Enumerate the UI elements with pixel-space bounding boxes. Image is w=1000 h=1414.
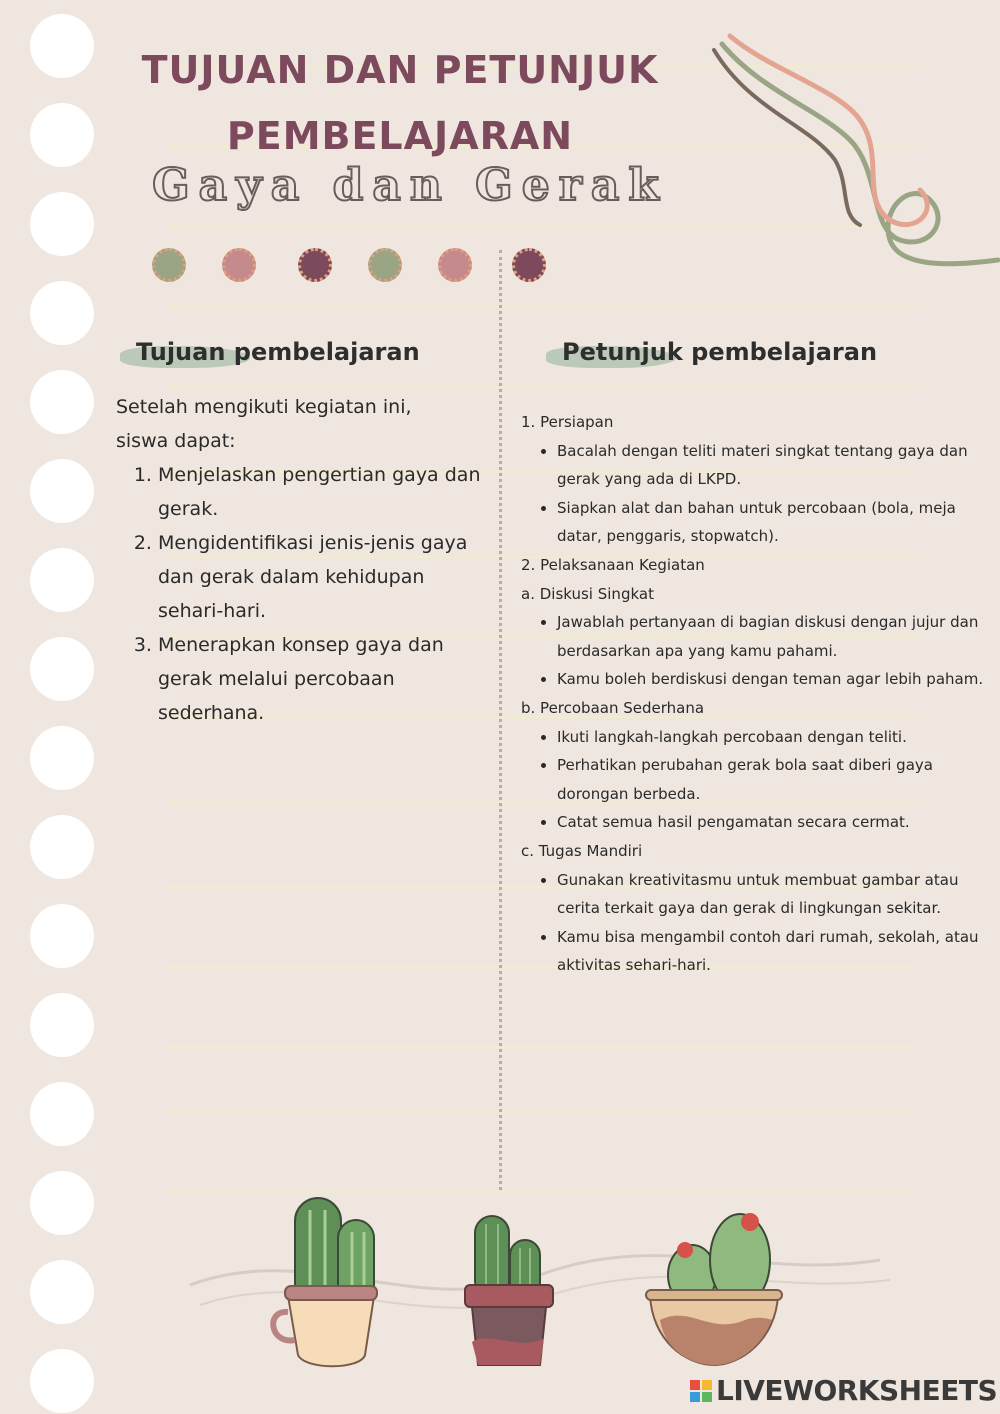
- brand-name: LIVEWORKSHEETS: [716, 1374, 998, 1407]
- list-item: 1. Menjelaskan pengertian gaya dan gerak.: [158, 458, 486, 526]
- diskusi-heading: a. Diskusi Singkat: [521, 584, 654, 603]
- list-item: • Perhatikan perubahan gerak bola saat diberi gaya dorongan berbeda.: [557, 751, 991, 808]
- diskusi-list: [521, 608, 991, 694]
- notebook-hole: [30, 14, 94, 78]
- swirl-lines-icon: [700, 30, 1000, 280]
- page-subtitle: Gaya dan Gerak: [152, 160, 668, 211]
- notebook-hole: [30, 459, 94, 523]
- notebook-hole: [30, 1349, 94, 1413]
- dot: [298, 248, 332, 282]
- cactus-bowl-icon: [646, 1213, 782, 1365]
- list-item: 2. Mengidentifikasi jenis-jenis gaya dan gerak dalam kehidupan sehari-hari.: [158, 526, 486, 628]
- tujuan-intro-line2: siswa dapat:: [116, 430, 236, 452]
- notebook-hole: [30, 281, 94, 345]
- percobaan-heading: b. Percobaan Sederhana: [521, 698, 705, 717]
- persiapan-list: [521, 437, 991, 551]
- notebook-hole: [30, 1082, 94, 1146]
- list-item: • Kamu bisa mengambil contoh dari rumah, sekolah, atau aktivitas sehari-hari.: [557, 923, 991, 980]
- tugas-list: [521, 866, 991, 980]
- list-item: • Jawablah pertanyaan di bagian diskusi dengan jujur dan berdasarkan apa yang kamu pahami.: [557, 608, 991, 665]
- cactus-illustrations: [160, 1170, 920, 1380]
- list-item: • Ikuti langkah-langkah percobaan dengan teliti.: [557, 723, 991, 752]
- notebook-hole: [30, 370, 94, 434]
- tujuan-list: [116, 458, 486, 730]
- liveworksheets-logo: [690, 1374, 997, 1407]
- petunjuk-section: [521, 408, 991, 980]
- cactus-pot-icon: [465, 1216, 553, 1365]
- dot: [152, 248, 186, 282]
- tujuan-heading-label: Tujuan pembelajaran: [136, 338, 420, 366]
- tujuan-heading: [136, 338, 420, 366]
- column-divider: [499, 250, 502, 1190]
- list-item: • Bacalah dengan teliti materi singkat tentang gaya dan gerak yang ada di LKPD.: [557, 437, 991, 494]
- notebook-hole: [30, 1260, 94, 1324]
- dot: [512, 248, 546, 282]
- notebook-hole: [30, 904, 94, 968]
- notebook-hole: [30, 637, 94, 701]
- petunjuk-heading-label: Petunjuk pembelajaran: [562, 338, 878, 366]
- list-item: 3. Menerapkan konsep gaya dan gerak melalui percobaan sederhana.: [158, 628, 486, 730]
- list-item: • Siapkan alat dan bahan untuk percobaan (bola, meja datar, penggaris, stopwatch).: [557, 494, 991, 551]
- notebook-hole: [30, 192, 94, 256]
- pelaksanaan-heading: 2. Pelaksanaan Kegiatan: [521, 555, 705, 574]
- list-item: • Catat semua hasil pengamatan secara cermat.: [557, 808, 991, 837]
- dot: [222, 248, 256, 282]
- list-item: • Kamu boleh berdiskusi dengan teman agar lebih paham.: [557, 665, 991, 694]
- notebook-hole: [30, 103, 94, 167]
- brand-logo-icon: [690, 1376, 712, 1398]
- notebook-hole: [30, 548, 94, 612]
- persiapan-heading: 1. Persiapan: [521, 413, 614, 431]
- tugas-heading: c. Tugas Mandiri: [521, 841, 643, 860]
- notebook-hole: [30, 993, 94, 1057]
- page-title-line2: PEMBELAJARAN: [226, 114, 574, 158]
- cactus-cup-icon: [273, 1198, 377, 1366]
- tujuan-intro-line1: Setelah mengikuti kegiatan ini,: [116, 396, 412, 418]
- dot: [368, 248, 402, 282]
- notebook-hole: [30, 815, 94, 879]
- page-title-line1: TUJUAN DAN PETUNJUK: [141, 48, 659, 92]
- petunjuk-heading: [562, 338, 877, 366]
- notebook-hole: [30, 726, 94, 790]
- dot: [438, 248, 472, 282]
- list-item: • Gunakan kreativitasmu untuk membuat gambar atau cerita terkait gaya dan gerak di lingkungan sekitar.: [557, 866, 991, 923]
- percobaan-list: [521, 723, 991, 837]
- tujuan-section: [116, 390, 486, 730]
- notebook-hole: [30, 1171, 94, 1235]
